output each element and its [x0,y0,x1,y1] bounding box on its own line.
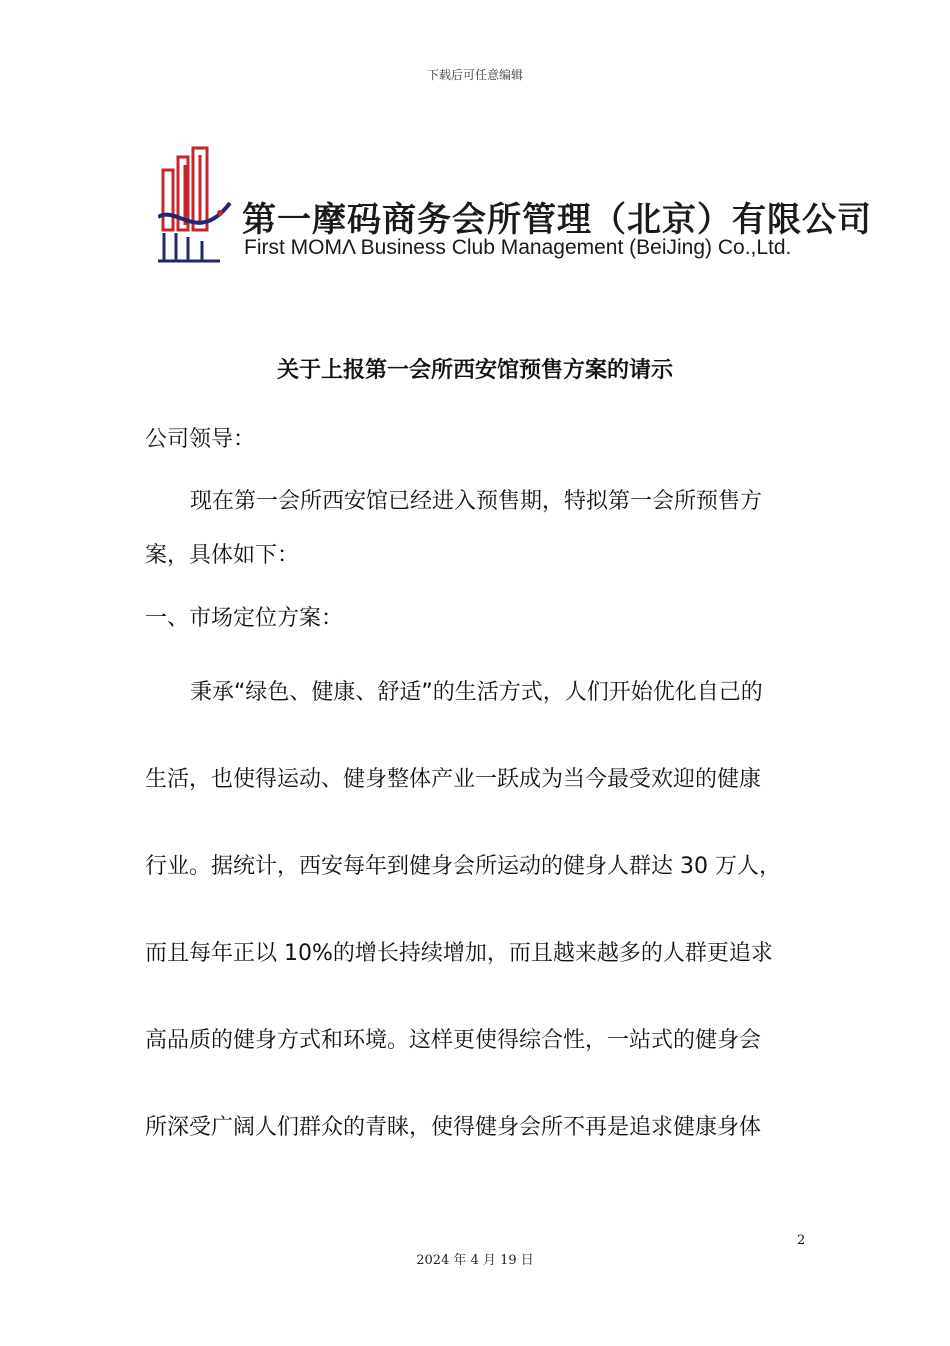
company-name-en: First MOMΛ Business Club Management (BeiJing) Co.,Ltd. [244,236,792,259]
footer-date: 2024 年 4 月 19 日 [416,1253,534,1268]
header-note: 下载后可任意编辑 [426,68,523,82]
paragraph-line: 高品质的健身方式和环境。这样更使得综合性，一站式的健身会 [145,1028,762,1053]
company-logo [158,140,872,270]
company-name-cn: 第一摩码商务会所管理（北京）有限公司 [242,200,872,240]
section-heading: 一、市场定位方案： [145,606,344,631]
intro-line-1: 现在第一会所西安馆已经进入预售期，特拟第一会所预售方 [190,489,763,514]
paragraph-line: 秉承“绿色、健康、舒适”的生活方式，人们开始优化自己的 [190,680,763,705]
salutation: 公司领导： [145,427,256,452]
paragraph-line: 所深受广阔人们群众的青睐，使得健身会所不再是追求健康身体 [145,1115,762,1140]
paragraph-line: 而且每年正以 10%的增长持续增加，而且越来越多的人群更追求 [145,941,773,966]
intro-line-2: 案，具体如下： [145,543,300,568]
paragraph-line: 生活，也使得运动、健身整体产业一跃成为当今最受欢迎的健康 [145,767,762,792]
document-title: 关于上报第一会所西安馆预售方案的请示 [276,358,673,383]
paragraph-line: 行业。据统计，西安每年到健身会所运动的健身人群达 30 万人， [145,854,781,879]
page-number: 2 [797,1233,806,1248]
company-logo-mark [158,145,233,265]
